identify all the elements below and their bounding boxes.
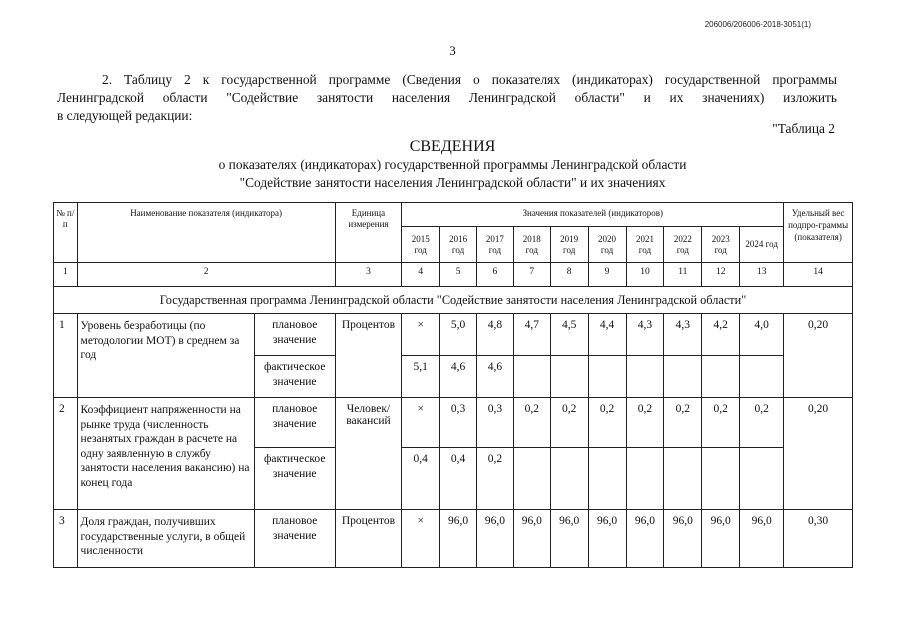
header-name: Наименование показателя (индикатора) — [77, 203, 335, 263]
fact-value: 4,6 — [440, 356, 477, 398]
plan-value: 0,3 — [477, 398, 514, 448]
header-year: 2023 год — [702, 227, 740, 263]
fact-value: 4,6 — [477, 356, 514, 398]
plan-value: × — [402, 510, 440, 568]
plan-value: 96,0 — [664, 510, 702, 568]
fact-value — [702, 448, 740, 510]
indicator-name: Уровень безработицы (по методологии МОТ) в среднем за год — [77, 314, 254, 398]
header-year: 2017 год — [477, 227, 514, 263]
column-number: 10 — [626, 263, 664, 287]
weight-value: 0,20 — [784, 398, 853, 510]
indicators-table — [53, 202, 853, 568]
header-year: 2020 год — [588, 227, 626, 263]
table-row — [54, 314, 853, 356]
plan-value: 0,2 — [626, 398, 664, 448]
plan-value: 4,8 — [477, 314, 514, 356]
fact-value — [626, 356, 664, 398]
unit: Процентов — [335, 314, 402, 398]
plan-value: 4,3 — [626, 314, 664, 356]
plan-value: 96,0 — [550, 510, 588, 568]
value-kind-label: плановое значение — [254, 398, 335, 448]
column-number: 2 — [77, 263, 335, 287]
plan-value: × — [402, 314, 440, 356]
fact-value — [513, 356, 550, 398]
intro-paragraph — [57, 71, 837, 125]
unit: Человек/ вакансий — [335, 398, 402, 510]
table-heading — [0, 137, 905, 192]
fact-value — [664, 448, 702, 510]
header-year: 2018 год — [513, 227, 550, 263]
plan-value: 4,2 — [702, 314, 740, 356]
header-year: 2015 год — [402, 227, 440, 263]
intro-line: в следующей редакции: — [57, 108, 193, 123]
heading-line: о показателях (индикаторах) государственной программы Ленинградской области — [218, 157, 687, 172]
plan-value: 0,2 — [550, 398, 588, 448]
column-number: 5 — [440, 263, 477, 287]
plan-value: 0,2 — [588, 398, 626, 448]
plan-value: × — [402, 398, 440, 448]
plan-value: 4,4 — [588, 314, 626, 356]
column-number: 7 — [513, 263, 550, 287]
fact-value: 0,4 — [402, 448, 440, 510]
fact-value — [588, 356, 626, 398]
table-label: "Таблица 2 — [772, 121, 835, 136]
fact-value — [550, 448, 588, 510]
header-values: Значения показателей (индикаторов) — [402, 203, 784, 227]
page-number: 3 — [449, 43, 456, 58]
fact-value — [588, 448, 626, 510]
fact-value: 5,1 — [402, 356, 440, 398]
heading-title: СВЕДЕНИЯ — [409, 138, 496, 155]
row-number: 1 — [54, 314, 78, 398]
plan-value: 96,0 — [626, 510, 664, 568]
fact-value: 0,4 — [440, 448, 477, 510]
column-number: 4 — [402, 263, 440, 287]
weight-value: 0,20 — [784, 314, 853, 398]
fact-value — [740, 448, 784, 510]
table-row — [54, 398, 853, 448]
plan-value: 0,2 — [740, 398, 784, 448]
plan-value: 4,5 — [550, 314, 588, 356]
program-title: Государственная программа Ленинградской области "Содействие занятости населения Ленинградской области" — [54, 287, 853, 314]
column-number: 9 — [588, 263, 626, 287]
unit: Процентов — [335, 510, 402, 568]
intro-line: Ленинградской области "Содействие занятости населения Ленинградской области" и их значениях) изложить — [57, 90, 837, 105]
document-id: 206006/206006-2018-3051(1) — [704, 20, 811, 29]
plan-value: 96,0 — [477, 510, 514, 568]
column-number: 8 — [550, 263, 588, 287]
column-number: 6 — [477, 263, 514, 287]
column-number: 12 — [702, 263, 740, 287]
row-number: 3 — [54, 510, 78, 568]
header-year: 2022 год — [664, 227, 702, 263]
plan-value: 5,0 — [440, 314, 477, 356]
column-number: 3 — [335, 263, 402, 287]
plan-value: 4,7 — [513, 314, 550, 356]
plan-value: 0,2 — [513, 398, 550, 448]
fact-value: 0,2 — [477, 448, 514, 510]
header-year: 2024 год — [740, 227, 784, 263]
fact-value — [740, 356, 784, 398]
weight-value: 0,30 — [784, 510, 853, 568]
fact-value — [664, 356, 702, 398]
table-row — [54, 510, 853, 568]
plan-value: 0,3 — [440, 398, 477, 448]
plan-value: 96,0 — [440, 510, 477, 568]
value-kind-label: плановое значение — [254, 314, 335, 356]
plan-value: 96,0 — [740, 510, 784, 568]
plan-value: 0,2 — [702, 398, 740, 448]
fact-value — [550, 356, 588, 398]
plan-value: 96,0 — [702, 510, 740, 568]
header-no: № п/п — [54, 203, 78, 263]
value-kind-label: фактическое значение — [254, 356, 335, 398]
fact-value — [626, 448, 664, 510]
plan-value: 4,0 — [740, 314, 784, 356]
column-number: 14 — [784, 263, 853, 287]
heading-line: "Содействие занятости населения Ленинградской области" и их значениях — [239, 175, 666, 190]
fact-value — [702, 356, 740, 398]
column-number: 13 — [740, 263, 784, 287]
header-weight: Удельный вес подпро-граммы (показателя) — [784, 203, 853, 263]
column-number: 11 — [664, 263, 702, 287]
header-year: 2016 год — [440, 227, 477, 263]
plan-value: 96,0 — [588, 510, 626, 568]
value-kind-label: фактическое значение — [254, 448, 335, 510]
header-year: 2021 год — [626, 227, 664, 263]
column-number: 1 — [54, 263, 78, 287]
row-number: 2 — [54, 398, 78, 510]
intro-line: 2. Таблицу 2 к государственной программе (Сведения о показателях (индикаторах) государственной программы — [102, 72, 837, 87]
plan-value: 0,2 — [664, 398, 702, 448]
header-year: 2019 год — [550, 227, 588, 263]
indicator-name: Доля граждан, получивших государственные услуги, в общей численности — [77, 510, 254, 568]
indicator-name: Коэффициент напряженности на рынке труда (численность незанятых граждан в расчете на одну заявленную в службу занятости населения вакансию) на конец года — [77, 398, 254, 510]
plan-value: 4,3 — [664, 314, 702, 356]
value-kind-label: плановое значение — [254, 510, 335, 568]
fact-value — [513, 448, 550, 510]
header-unit: Единица измерения — [335, 203, 402, 263]
plan-value: 96,0 — [513, 510, 550, 568]
